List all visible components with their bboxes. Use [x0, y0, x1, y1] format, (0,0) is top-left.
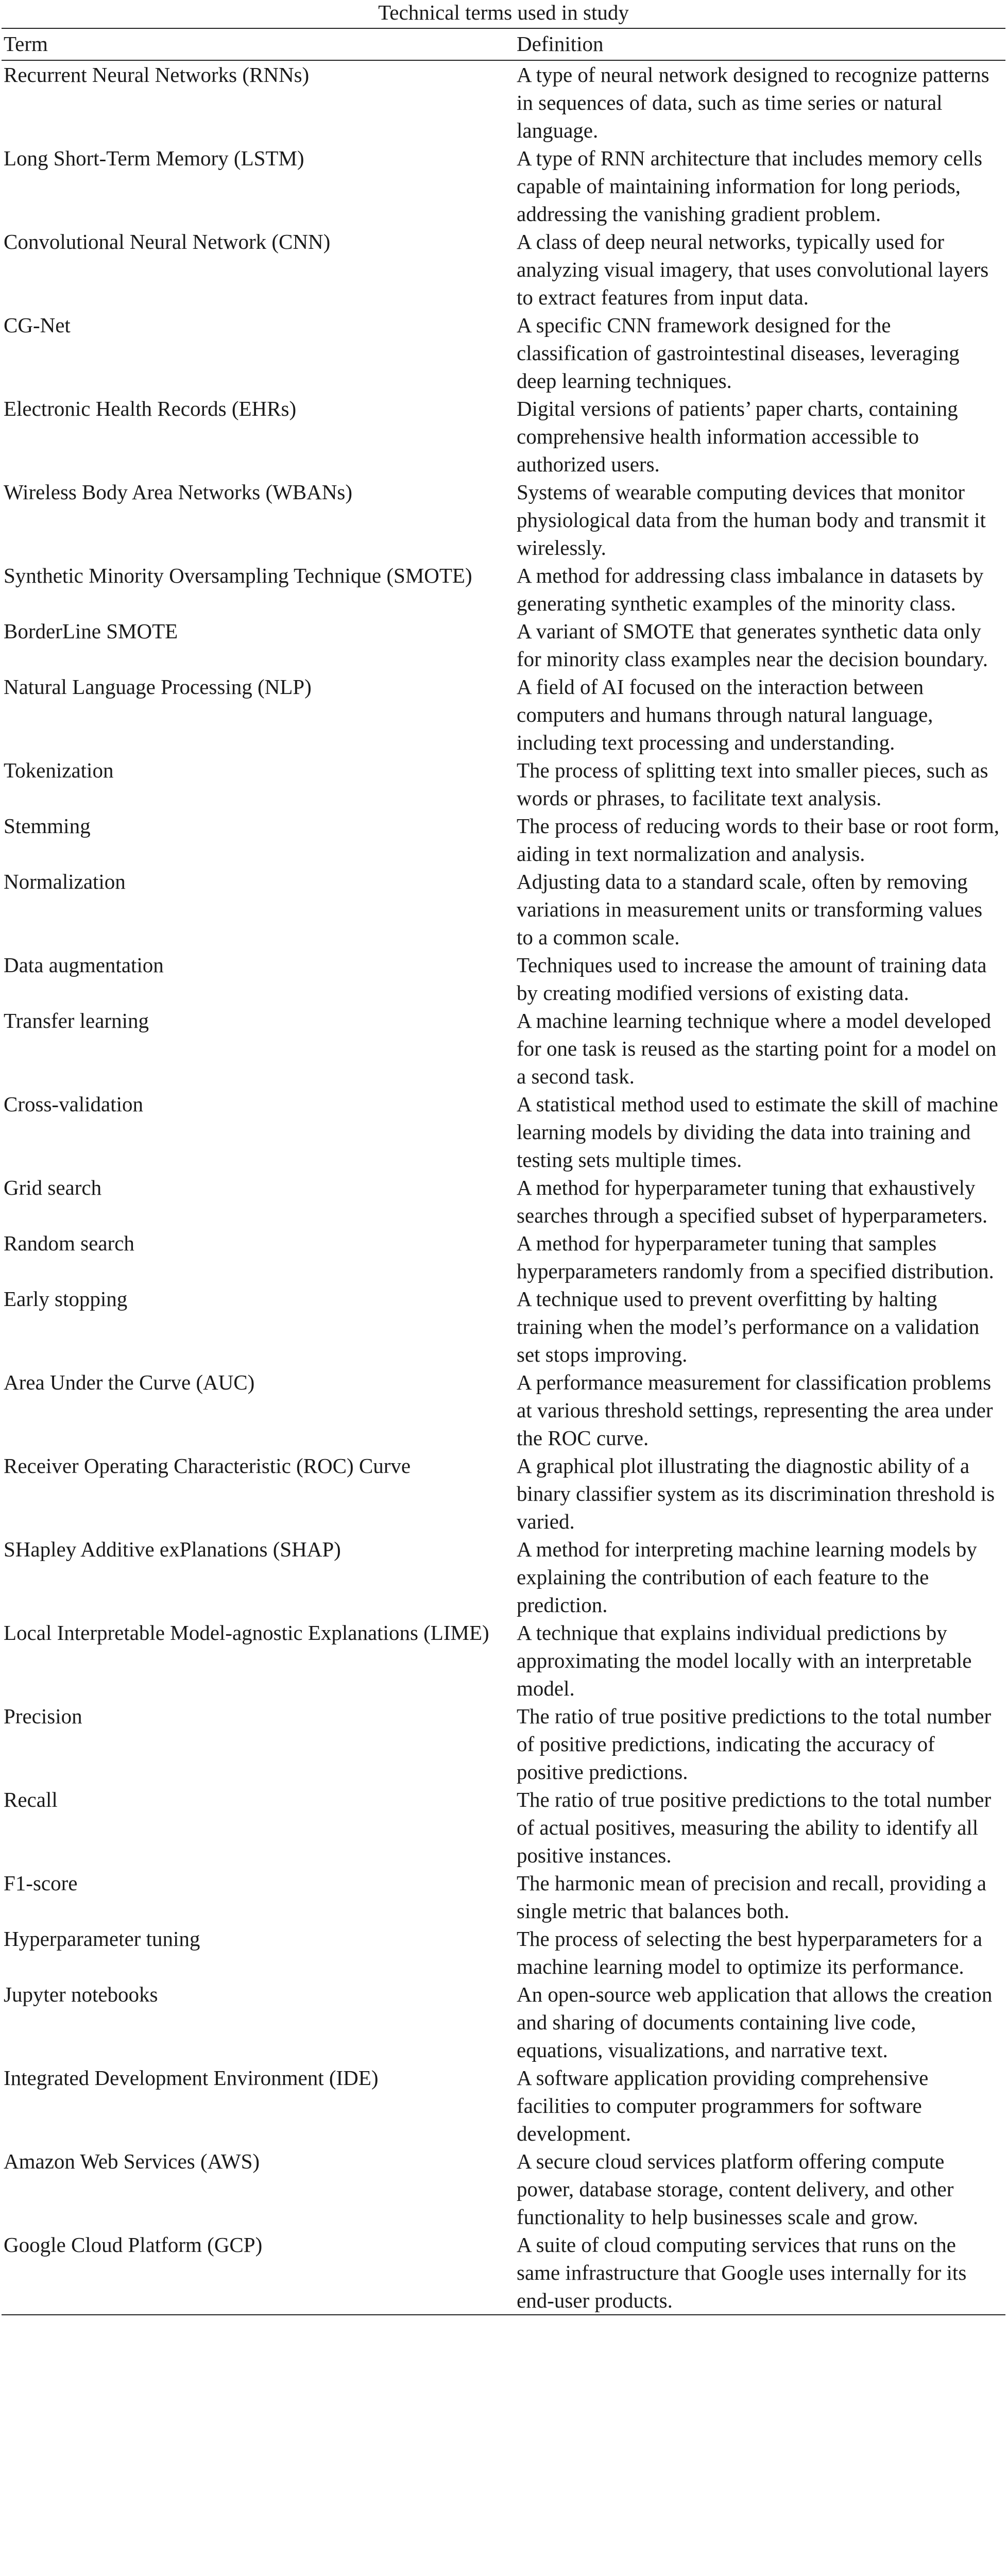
term-cell: Convolutional Neural Network (CNN)	[4, 230, 331, 253]
term-cell: Transfer learning	[4, 1009, 149, 1032]
table-row	[2, 2147, 1005, 2231]
definition-cell: A technique used to prevent overfitting by halting training when the model’s performance on a validation set stops improving.	[517, 1287, 980, 1366]
definition-cell: The process of reducing words to their base or root form, aiding in text normalization and analysis.	[517, 814, 1000, 866]
term-cell: Synthetic Minority Oversampling Technique (SMOTE)	[4, 564, 472, 587]
table-caption: Technical terms used in study	[378, 1, 629, 24]
definition-cell: A specific CNN framework designed for the classification of gastrointestinal diseases, leveraging deep learning techniques.	[517, 313, 960, 393]
table-row	[2, 2064, 1005, 2147]
table-row	[2, 228, 1005, 311]
term-cell: BorderLine SMOTE	[4, 619, 178, 643]
term-cell: Precision	[4, 1704, 82, 1728]
term-cell: Random search	[4, 1231, 134, 1255]
definition-cell: Adjusting data to a standard scale, often by removing variations in measurement units or transforming values to a common scale.	[517, 870, 983, 949]
term-cell: SHapley Additive exPlanations (SHAP)	[4, 1537, 341, 1561]
table-row	[2, 2231, 1005, 2315]
table-row	[2, 144, 1005, 228]
table-row	[2, 1925, 1005, 1980]
definition-cell: A type of neural network designed to recognize patterns in sequences of data, such as time series or natural language.	[517, 63, 989, 142]
table-row	[2, 1786, 1005, 1869]
term-cell: Recurrent Neural Networks (RNNs)	[4, 63, 310, 87]
definition-cell: A class of deep neural networks, typically used for analyzing visual imagery, that uses convolutional layers to extract features from input data.	[517, 230, 989, 309]
table-row	[2, 951, 1005, 1007]
term-cell: CG-Net	[4, 313, 71, 337]
definition-cell: Systems of wearable computing devices that monitor physiological data from the human body and transmit it wirelessly.	[517, 480, 986, 560]
table-row	[2, 562, 1005, 617]
definition-cell: The harmonic mean of precision and recall, providing a single metric that balances both.	[517, 1871, 986, 1923]
table-row	[2, 478, 1005, 562]
definition-cell: A secure cloud services platform offering compute power, database storage, content delivery, and other functionality to help businesses scale and grow.	[517, 2149, 954, 2229]
table-row	[2, 868, 1005, 951]
table-row	[2, 673, 1005, 756]
definition-cell: A graphical plot illustrating the diagnostic ability of a binary classifier system as its discrimination threshold is varied.	[517, 1454, 995, 1533]
terms-table-body	[2, 60, 1005, 2315]
term-cell: Wireless Body Area Networks (WBANs)	[4, 480, 352, 504]
table-row	[2, 1869, 1005, 1925]
table-row	[2, 1090, 1005, 1174]
definition-column-header: Definition	[517, 32, 604, 56]
term-cell: Early stopping	[4, 1287, 128, 1311]
definition-cell: A software application providing comprehensive facilities to computer programmers for software development.	[517, 2066, 929, 2145]
table-row	[2, 395, 1005, 478]
definition-cell: A suite of cloud computing services that runs on the same infrastructure that Google uses internally for its end-user products.	[517, 2233, 967, 2312]
terms-table	[2, 28, 1005, 2315]
definition-cell: A method for hyperparameter tuning that samples hyperparameters randomly from a specified distribution.	[517, 1231, 994, 1283]
table-row	[2, 1368, 1005, 1452]
term-cell: Grid search	[4, 1176, 102, 1199]
table-row	[2, 60, 1005, 144]
definition-cell: An open-source web application that allows the creation and sharing of documents containing live code, equations, visualizations, and narrative text.	[517, 1982, 993, 2062]
term-cell: Google Cloud Platform (GCP)	[4, 2233, 263, 2257]
definition-cell: A type of RNN architecture that includes memory cells capable of maintaining information for long periods, addressing the vanishing gradient problem.	[517, 146, 983, 226]
table-row	[2, 1285, 1005, 1368]
table-header-row	[2, 28, 1005, 60]
term-cell: Stemming	[4, 814, 91, 838]
definition-cell: A variant of SMOTE that generates synthetic data only for minority class examples near the decision boundary.	[517, 619, 988, 671]
definition-cell: A method for hyperparameter tuning that exhaustively searches through a specified subset of hyperparameters.	[517, 1176, 988, 1227]
definition-cell: A machine learning technique where a model developed for one task is reused as the starting point for a model on a second task.	[517, 1009, 997, 1088]
table-row	[2, 1535, 1005, 1619]
definition-cell: A technique that explains individual predictions by approximating the model locally with an interpretable model.	[517, 1621, 972, 1700]
term-cell: Receiver Operating Characteristic (ROC) Curve	[4, 1454, 411, 1478]
definition-cell: A performance measurement for classification problems at various threshold settings, representing the area under the ROC curve.	[517, 1370, 993, 1450]
definition-cell: Techniques used to increase the amount of training data by creating modified versions of existing data.	[517, 953, 987, 1005]
term-cell: Electronic Health Records (EHRs)	[4, 397, 297, 420]
term-cell: Natural Language Processing (NLP)	[4, 675, 312, 699]
table-row	[2, 1174, 1005, 1229]
table-row	[2, 1452, 1005, 1535]
table-row	[2, 617, 1005, 673]
definition-cell: A method for interpreting machine learning models by explaining the contribution of each feature to the prediction.	[517, 1537, 977, 1617]
definition-cell: Digital versions of patients’ paper charts, containing comprehensive health information accessible to authorized users.	[517, 397, 958, 476]
definition-cell: The ratio of true positive predictions to the total number of positive predictions, indicating the accuracy of positive predictions.	[517, 1704, 992, 1784]
definition-cell: A field of AI focused on the interaction between computers and humans through natural language, including text processing and understanding.	[517, 675, 933, 754]
term-cell: Local Interpretable Model-agnostic Explanations (LIME)	[4, 1621, 489, 1645]
term-cell: Jupyter notebooks	[4, 1982, 158, 2006]
definition-cell: A method for addressing class imbalance in datasets by generating synthetic examples of the minority class.	[517, 564, 984, 615]
table-row	[2, 1007, 1005, 1090]
table-row	[2, 1702, 1005, 1786]
term-cell: Tokenization	[4, 758, 114, 782]
term-cell: Recall	[4, 1788, 58, 1811]
term-cell: Area Under the Curve (AUC)	[4, 1370, 255, 1394]
term-cell: Integrated Development Environment (IDE)	[4, 2066, 379, 2090]
term-cell: Long Short-Term Memory (LSTM)	[4, 146, 304, 170]
table-row	[2, 1619, 1005, 1702]
definition-cell: The ratio of true positive predictions to the total number of actual positives, measuring the ability to identify all positive instances.	[517, 1788, 992, 1867]
term-column-header: Term	[4, 32, 48, 56]
term-cell: Data augmentation	[4, 953, 164, 977]
table-row	[2, 1229, 1005, 1285]
term-cell: Cross-validation	[4, 1092, 144, 1116]
table-row	[2, 812, 1005, 868]
table-row	[2, 311, 1005, 395]
table-row	[2, 1980, 1005, 2064]
definition-cell: A statistical method used to estimate the skill of machine learning models by dividing the data into training and testing sets multiple times.	[517, 1092, 998, 1172]
definition-cell: The process of selecting the best hyperparameters for a machine learning model to optimize its performance.	[517, 1927, 982, 1978]
table-row	[2, 756, 1005, 812]
term-cell: Normalization	[4, 870, 126, 893]
definition-cell: The process of splitting text into smaller pieces, such as words or phrases, to facilitate text analysis.	[517, 758, 988, 810]
term-cell: Hyperparameter tuning	[4, 1927, 200, 1951]
term-cell: Amazon Web Services (AWS)	[4, 2149, 260, 2173]
term-cell: F1-score	[4, 1871, 78, 1895]
